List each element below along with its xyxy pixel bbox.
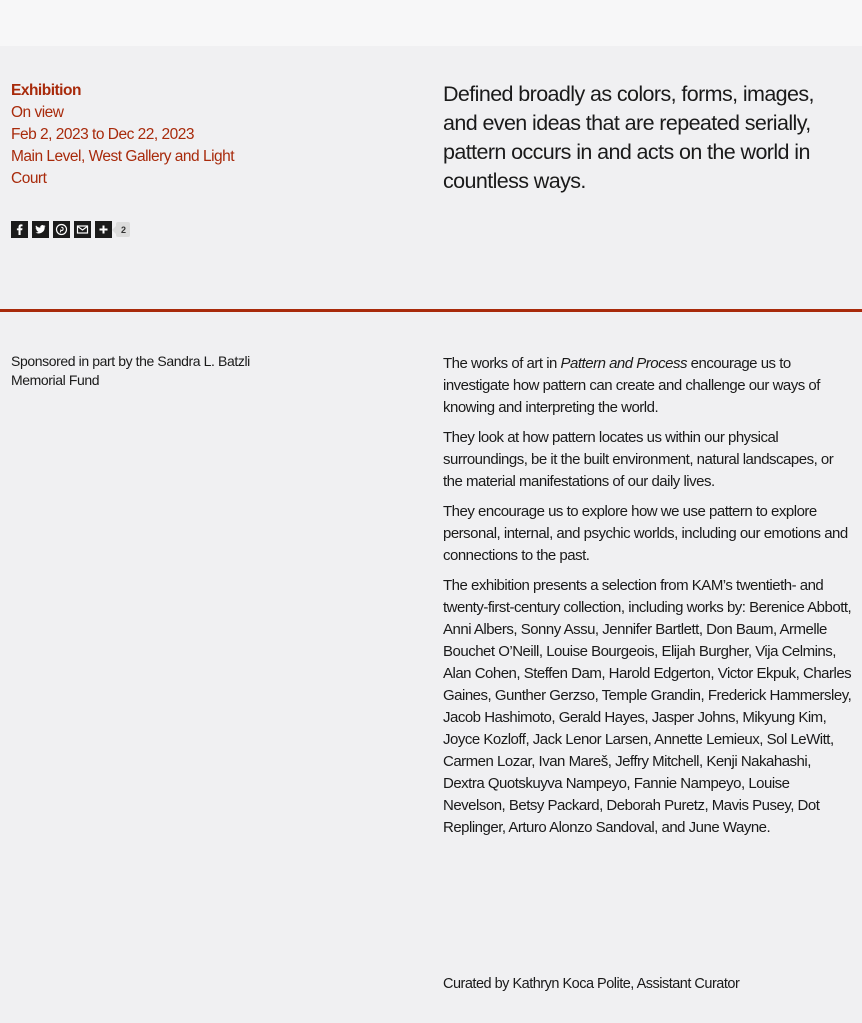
pinterest-share-button[interactable] bbox=[53, 221, 70, 238]
twitter-share-button[interactable] bbox=[32, 221, 49, 238]
share-count-badge: 2 bbox=[116, 222, 130, 237]
description-paragraph-1: The works of art in Pattern and Process encourage us to investigate how pattern can create and challenge our ways of knowing and interpreting the world. bbox=[443, 355, 820, 416]
sponsor-credit: Sponsored in part by the Sandra L. Batzli Memorial Fund bbox=[11, 353, 250, 388]
exhibition-dates: Feb 2, 2023 to Dec 22, 2023 bbox=[11, 126, 194, 143]
exhibition-location: Main Level, West Gallery and Light Court bbox=[11, 148, 235, 187]
twitter-icon bbox=[32, 221, 49, 238]
description-paragraph-2: They look at how pattern locates us within our physical surroundings, be it the built environment, natural landscapes, or the material manifestations of our daily lives. bbox=[443, 429, 834, 490]
facebook-icon bbox=[11, 221, 28, 238]
exhibition-intro: Defined broadly as colors, forms, images, and even ideas that are repeated serially, pattern occurs in and acts on the world in countless ways. bbox=[443, 82, 814, 193]
curator-credit: Curated by Kathryn Koca Polite, Assistant Curator bbox=[443, 976, 740, 992]
facebook-share-button[interactable] bbox=[11, 221, 28, 238]
artist-list-paragraph: The exhibition presents a selection from KAM’s twentieth- and twenty-first-century collection, including works by: Berenice Abbott, Anni Albers, Sonny Assu, Jennifer Bartlett, Don Baum, Armelle Bouchet O’Neill, Louise Bourgeois, Elijah Burgher, Vija Celmins, Alan Cohen, Steffen Dam, Harold Edgerton, Victor Ekpuk, Charles Gaines, Gunther Gerzso, Temple Grandin, Frederick Hammersley, Jacob Hashimoto, Gerald Hayes, Jasper Johns, Mikyung Kim, Joyce Kozloff, Jack Lenor Larsen, Annette Lemieux, Sol LeWitt, Carmen Lozar, Ivan Mareš, Jeffry Mitchell, Kenji Nakahashi, Dextra Quotskuyva Nampeyo, Fannie Nampeyo, Louise Nevelson, Betsy Packard, Deborah Puretz, Mavis Pusey, Dot Replinger, Arturo Alonzo Sandoval, and June Wayne. bbox=[443, 577, 852, 836]
email-share-button[interactable] bbox=[74, 221, 91, 238]
email-icon bbox=[74, 221, 91, 238]
section-divider bbox=[0, 309, 862, 312]
exhibition-title: Pattern and Process bbox=[560, 355, 687, 372]
top-band bbox=[0, 0, 862, 46]
share-toolbar bbox=[11, 221, 130, 238]
plus-icon bbox=[95, 221, 112, 238]
pinterest-icon bbox=[53, 221, 70, 238]
more-share-button[interactable] bbox=[95, 221, 112, 238]
description-paragraph-3: They encourage us to explore how we use pattern to explore personal, internal, and psychic worlds, including our emotions and connections to the past. bbox=[443, 503, 848, 564]
exhibition-label: Exhibition bbox=[11, 82, 81, 99]
exhibition-meta bbox=[11, 80, 271, 190]
exhibition-description bbox=[443, 353, 855, 847]
exhibition-status: On view bbox=[11, 104, 64, 121]
